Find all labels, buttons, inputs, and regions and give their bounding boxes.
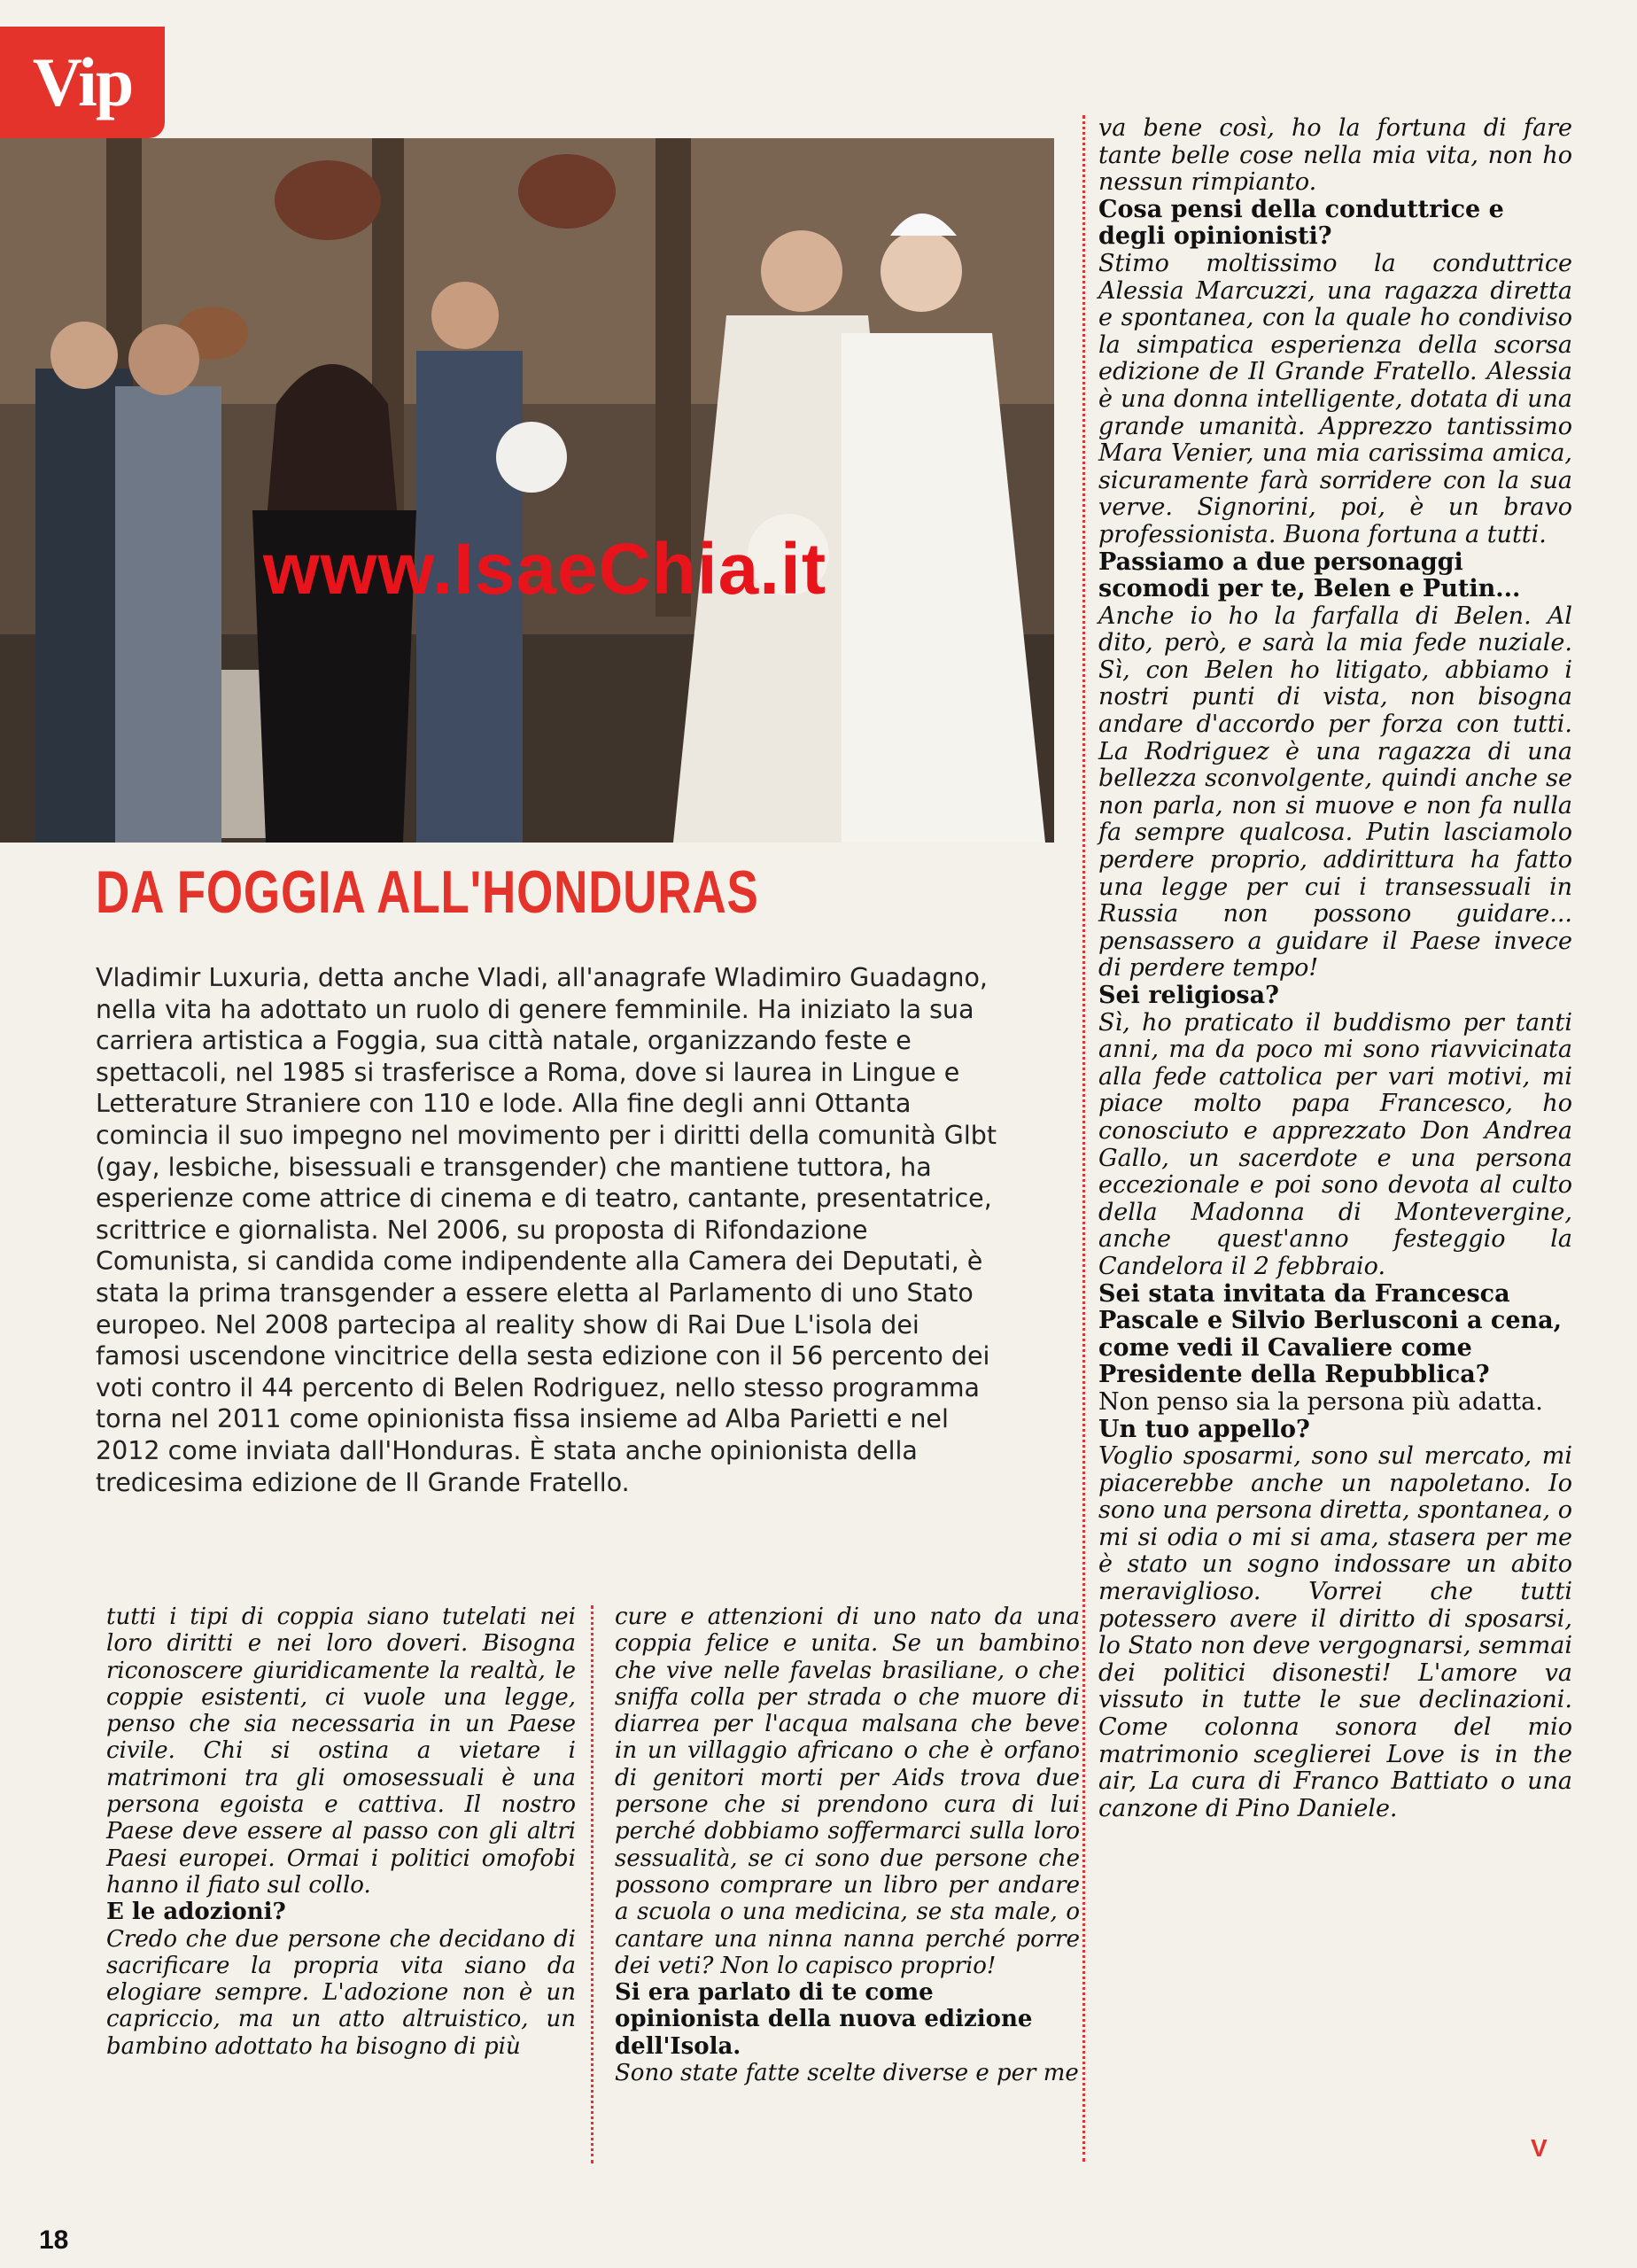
column-divider (591, 1605, 594, 2163)
cover-photo (0, 138, 1054, 843)
interview-answer: Credo che due persone che decidano di sacrificare la propria vita siano da elogiare sempre. L'adozione non è un capriccio, ma un atto altruistico, un bambino adottato ha bisogno di più (106, 1925, 576, 2060)
interview-question: Passiamo a due personaggi scomodi per te, Belen e Putin... (1098, 548, 1521, 603)
paragraph: va bene così, ho la fortuna di fare tante belle cose nella mia vita, non ho nessun rimpianto. (1098, 114, 1572, 197)
interview-question: Sei religiosa? (1098, 982, 1279, 1009)
article-column-middle (615, 1604, 1080, 2086)
interview-question: Sei stata invitata da Francesca Pascale e Silvio Berlusconi a cena, come vedi il Cavaliere come Presidente della Repubblica? (1098, 1279, 1563, 1389)
interview-question: Cosa pensi della conduttrice e degli opinionisti? (1098, 195, 1504, 251)
column-divider (1082, 115, 1085, 2162)
paragraph: cure e attenzioni di uno nato da una coppia felice e unita. Se un bambino che vive nelle favelas brasiliane, o che sniffa colla per strada o che muore di diarrea per l'acqua malsana che beve in un villaggio africano o che è orfano di genitori morti per Aids trova due persone che si prendono cura di lui perché dobbiamo soffermarci sulla loro sessualità, se ci sono due persone che possono comprare un libro per andare a scuola o una medicina, se sta male, o cantare una ninna nanna perché porre dei veti? Non lo capisco proprio! (615, 1604, 1080, 1979)
article-column-left (106, 1604, 576, 2060)
watermark: www.IsaeChia.it (262, 529, 827, 610)
interview-answer: Stimo moltissimo la conduttrice Alessia Marcuzzi, una ragazza diretta e spontanea, con la quale ho condiviso la simpatica esperienza della scorsa edizione de Il Grande Fratello. Alessia è una donna intelligente, dotata di una grande umanità. Apprezzo tantissimo Mara Venier, una mia carissima amica, sicuramente farà sorridere con la sua verve. Signorini, poi, è un bravo professionista. Buona fortuna a tutti. (1098, 249, 1572, 548)
interview-answer: Sì, ho praticato il buddismo per tanti anni, ma da poco mi sono riavvicinata alla fede cattolica per vari motivi, mi piace molto papa Francesco, ho conosciuto e apprezzato Don Andrea Gallo, un sacerdote e una persona eccezionale e poi sono devota al culto della Madonna di Montevergine, anche quest'anno festeggio la Candelora il 2 febbraio. (1098, 1008, 1572, 1280)
paragraph: tutti i tipi di coppia siano tutelati nei loro diritti e nei loro doveri. Bisogna riconoscere giuridicamente la realtà, le coppie esistenti, ci vuole una legge, penso che sia necessaria in un Paese civile. Chi si ostina a vietare i matrimoni tra gli omosessuali è una persona egoista e cattiva. Il nostro Paese deve essere al passo con gli altri Paesi europei. Ormai i politici omofobi hanno il fiato sul collo. (106, 1604, 576, 1899)
vip-logo (0, 27, 165, 138)
vip-logo-text: Vip (32, 43, 133, 120)
interview-question: Un tuo appello? (1098, 1415, 1310, 1443)
photo-illustration (0, 138, 1054, 843)
article-column-right (1098, 115, 1572, 1822)
interview-question: Si era parlato di te come opinionista della nuova edizione dell'Isola. (615, 1979, 1033, 2060)
interview-answer: Anche io ho la farfalla di Belen. Al dito, però, e sarà la mia fede nuziale. Sì, con Belen ho litigato, abbiamo i nostri punti di vista, non bisogna andare d'accordo per forza con tutti. La Rodriguez è una ragazza di una bellezza sconvolgente, quindi anche se non parla, non si muove e non fa nulla fa sempre qualcosa. Putin lasciamolo perdere proprio, addirittura ha fatto una legge per cui i transessuali in Russia non possono guidare... pensassero a guidare il Paese invece di perdere tempo! (1098, 602, 1572, 983)
interview-answer: Voglio sposarmi, sono sul mercato, mi piacerebbe anche un napoletano. Io sono una persona diretta, spontanea, o mi si odia o mi si ama, stasera per me è stato un sogno indossare un abito meraviglioso. Vorrei che tutti potessero avere il diritto di sposarsi, lo Stato non deve vergognarsi, semmai dei politici disonesti! L'amore va vissuto in tutte le sue declinazioni. Come colonna sonora del mio matrimonio sceglierei Love is in the air, La cura di Franco Battiato o una canzone di Pino Daniele. (1098, 1442, 1572, 1822)
page-number: 18 (39, 2225, 69, 2255)
interview-answer: Sono state fatte scelte diverse e per me (615, 2060, 1079, 2087)
headline: DA FOGGIA ALL'HONDURAS (96, 858, 759, 926)
lead-paragraph: Vladimir Luxuria, detta anche Vladi, all'anagrafe Wladimiro Guadagno, nella vita ha adottato un ruolo di genere femminile. Ha iniziato la sua carriera artistica a Foggia, sua città natale, organizzando feste e spettacoli, nel 1985 si trasferisce a Roma, dove si laurea in Lingue e Letterature Straniere con 110 e lode. Alla fine degli anni Ottanta comincia il suo impegno nel movimento per i diritti della comunità Glbt (gay, lesbiche, bisessuali e transgender) che mantiene tuttora, ha esperienze come attrice di cinema e di teatro, cantante, presentatrice, scrittrice e giornalista. Nel 2006, su proposta di Rifondazione Comunista, si candida come indipendente alla Camera dei Deputati, è stata la prima transgender a essere eletta al Parlamento di uno Stato europeo. Nel 2008 partecipa al reality show di Rai Due L'isola dei famosi uscendone vincitrice della sesta edizione con il 56 percento dei voti contro il 44 percento di Belen Rodriguez, nello stesso programma torna nel 2011 come opinionista fissa insieme ad Alba Parietti e nel 2012 come inviata dall'Honduras. È stata anche opinionista della tredicesima edizione de Il Grande Fratello. (96, 963, 997, 1497)
article-end-mark: V (1531, 2134, 1548, 2162)
interview-answer: Non penso sia la persona più adatta. (1098, 1387, 1543, 1416)
interview-question: E le adozioni? (106, 1899, 286, 1926)
